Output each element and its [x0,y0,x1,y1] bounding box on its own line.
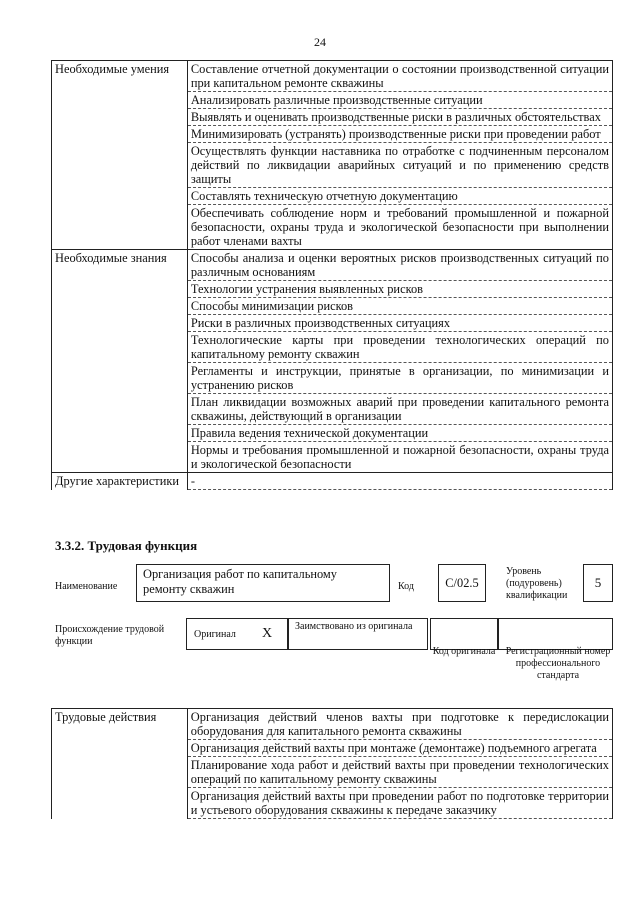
row-item: - [187,473,612,490]
row-label: Необходимые знания [52,250,188,473]
row-item: Организация действий вахты при проведении работ по подготовке территории и устьевого оборудования скважины к передаче заказчику [187,788,612,819]
table-row [52,709,613,740]
section-heading: 3.3.2. Трудовая функция [55,538,198,553]
row-label: Трудовые действия [52,709,188,819]
row-label: Другие характеристики [52,473,188,490]
row-item: Минимизировать (устранять) производственные риски при проведении работ [187,126,612,143]
row-item: Выявлять и оценивать производственные риски в различных обстоятельствах [187,109,612,126]
row-item: Организация действий вахты при монтаже (демонтаже) подъемного агрегата [187,740,612,757]
table-row [52,473,613,490]
row-item: Способы анализа и оценки вероятных рисков производственных ситуаций по различным основаниям [187,250,612,281]
row-item: План ликвидации возможных аварий при проведении капитального ремонта скважины, действующий в организации [187,394,612,425]
row-item: Анализировать различные производственные ситуации [187,92,612,109]
labor-actions-table [51,708,613,819]
row-item: Осуществлять функции наставника по отработке с подчиненным персоналом действий по ликвидации аварийных ситуаций и по применению средств защиты [187,143,612,188]
name-label: Наименование [55,581,118,592]
code-value: С/02.5 [438,564,486,602]
row-item: Регламенты и инструкции, принятые в организации, по минимизации и устранению рисков [187,363,612,394]
row-label: Необходимые умения [52,61,188,250]
row-item: Способы минимизации рисков [187,298,612,315]
row-item: Технологии устранения выявленных рисков [187,281,612,298]
level-label: Уровень (подуровень) квалификации [506,566,568,601]
code-label: Код [398,581,414,592]
page-number: 24 [314,35,326,49]
reg-number-label: Регистрационный номер профессионального стандарта [505,646,611,681]
original-label: Оригинал [194,629,236,640]
row-item: Технологические карты при проведении технологических операций по капитальному ремонту скважин [187,332,612,363]
skills-knowledge-table [51,60,613,490]
code-original-label: Код оригинала [432,646,496,657]
row-item: Правила ведения технической документации [187,425,612,442]
row-item: Составлять техническую отчетную документацию [187,188,612,205]
level-value: 5 [583,564,613,602]
row-item: Обеспечивать соблюдение норм и требований промышленной и пожарной безопасности, охраны труда и экологической безопасности при выполнении работ членами вахты [187,205,612,250]
row-item: Планирование хода работ и действий вахты при проведении технологических операций по капитальному ремонту скважины [187,757,612,788]
row-item: Составление отчетной документации о состоянии производственной ситуации при капитальном ремонте скважины [187,61,612,92]
borrowed-label: Заимствовано из оригинала [295,621,413,632]
origin-label: Происхождение трудовой функции [55,624,165,647]
row-item: Нормы и требования промышленной и пожарной безопасности, охраны труда и экологической безопасности [187,442,612,473]
row-item: Организация действий членов вахты при подготовке к передислокации оборудования для капитального ремонта скважины [187,709,612,740]
table-row [52,250,613,281]
function-name-value: Организация работ по капитальному ремонту скважин [136,564,390,602]
row-item: Риски в различных производственных ситуациях [187,315,612,332]
table-row [52,61,613,92]
original-mark: X [262,626,273,641]
borrowed-box [288,618,428,650]
